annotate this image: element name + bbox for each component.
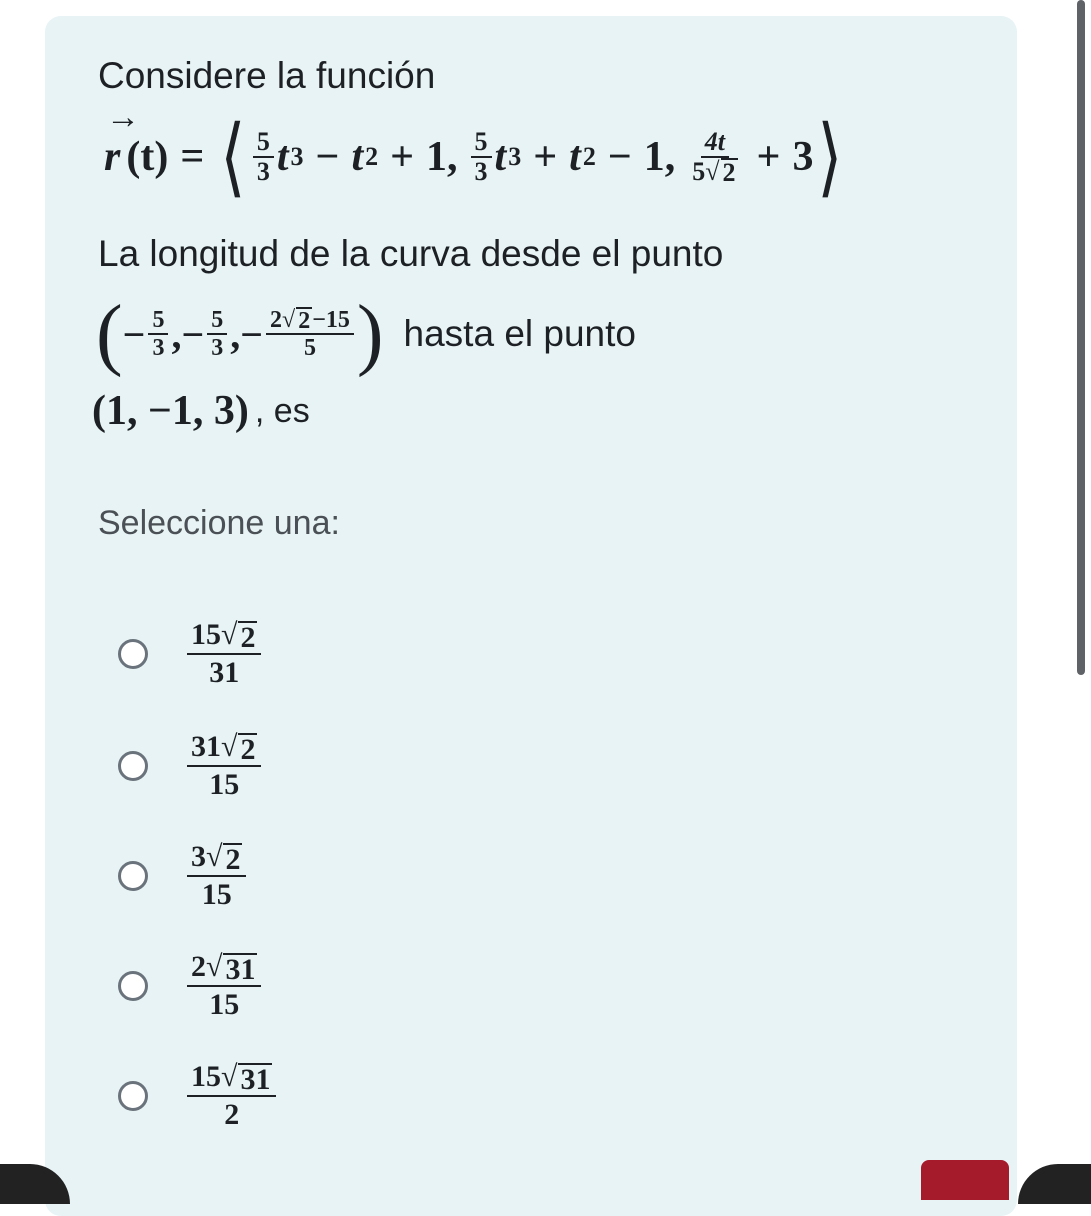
radio-button-icon[interactable] xyxy=(118,861,148,891)
length-description: La longitud de la curva desde el punto xyxy=(98,233,724,274)
select-prompt: Seleccione una: xyxy=(98,504,340,542)
end-point: (1, −1, 3) , es xyxy=(92,388,310,434)
answer-fraction: 15 √ 2 31 xyxy=(187,617,261,691)
function-definition: → r (t) = ⟨ $\frac{5}{3}$ t 3 − t 2 + 1 , $\frac{5}{3}$ t 3 + t 2 − 1 , 4t 5 √ 2 + 3 ⟩ xyxy=(104,99,843,205)
fraction: $\frac{5}{3}$ xyxy=(207,307,227,361)
scrollbar[interactable] xyxy=(1077,0,1085,675)
right-angle-bracket: ⟩ xyxy=(817,109,843,205)
answer-fraction: 3 √ 2 15 xyxy=(187,839,246,913)
fraction: $\frac{5}{3}$ xyxy=(253,128,274,186)
answer-fraction: 15 √ 31 2 xyxy=(187,1059,276,1133)
fraction: 4t 5 √ 2 xyxy=(692,127,736,187)
answer-option[interactable] xyxy=(118,938,264,1034)
fraction: $\frac{5}{3}$ xyxy=(471,128,492,186)
to-label: hasta el punto xyxy=(403,313,636,354)
answer-option[interactable] xyxy=(118,1048,279,1144)
vector-arrow-icon: → xyxy=(106,99,140,136)
radio-button-icon[interactable] xyxy=(118,971,148,1001)
bottom-nav-button[interactable] xyxy=(921,1160,1009,1200)
bottom-right-decoration xyxy=(1018,1164,1091,1204)
answer-option[interactable] xyxy=(118,606,264,702)
fraction: 2 √ 2 −15 5 xyxy=(266,307,354,361)
vector-r: → r xyxy=(104,99,140,180)
answer-option[interactable] xyxy=(118,718,264,814)
question-intro: Considere la función xyxy=(98,55,436,96)
radio-button-icon[interactable] xyxy=(118,1081,148,1111)
answer-fraction: 2 √ 31 15 xyxy=(187,949,261,1023)
left-angle-bracket: ⟨ xyxy=(220,109,246,205)
radio-button-icon[interactable] xyxy=(118,639,148,669)
start-point: ( − $\frac{5}{3}$ , − $\frac{5}{3}$ , − 2 √ 2 −15 5 ) hasta el punto xyxy=(96,290,636,378)
answer-fraction: 31 √ 2 15 xyxy=(187,729,261,803)
fraction: $\frac{5}{3}$ xyxy=(148,307,168,361)
radio-button-icon[interactable] xyxy=(118,751,148,781)
answer-option[interactable] xyxy=(118,828,249,924)
